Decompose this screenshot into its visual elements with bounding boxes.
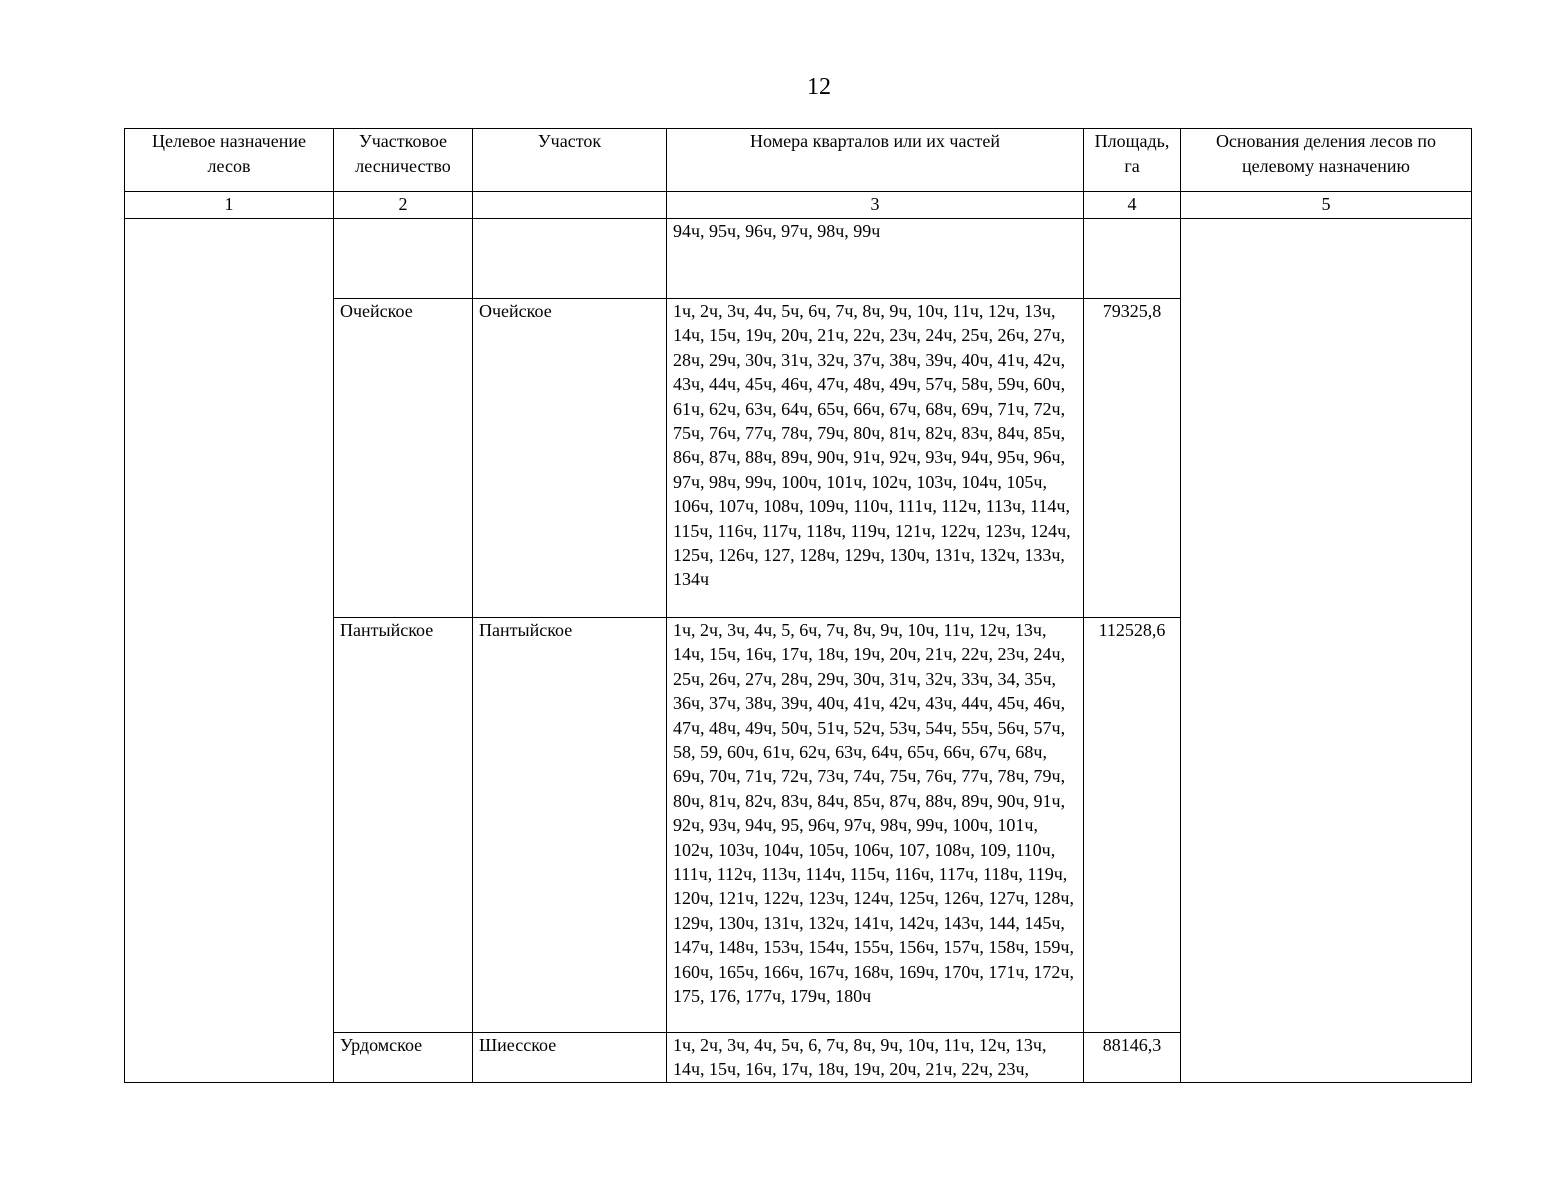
page-number: 12 [807,74,831,100]
district-cell: Урдомское [334,1033,473,1083]
header-district: Участковое лесничество [334,129,473,192]
area-cell [1084,219,1181,299]
header-purpose: Целевое назначение лесов [125,129,334,192]
quarters-cell: 1ч, 2ч, 3ч, 4ч, 5ч, 6, 7ч, 8ч, 9ч, 10ч, 11ч, 12ч, 13ч, 14ч, 15ч, 16ч, 17ч, 18ч, 19ч, 20ч, 21ч, 22ч, 23ч, [667,1033,1084,1083]
purpose-cell [125,219,334,1083]
table-row [125,219,1472,299]
column-number-2: 2 [334,192,473,219]
column-number-row [125,192,1472,219]
header-row [125,129,1472,192]
forest-division-table [124,128,1472,1083]
quarters-cell: 94ч, 95ч, 96ч, 97ч, 98ч, 99ч [667,219,1084,299]
basis-cell [1181,219,1472,1083]
area-cell: 79325,8 [1084,299,1181,618]
column-number-1: 1 [125,192,334,219]
section-cell: Шиесское [473,1033,667,1083]
district-cell: Очейское [334,299,473,618]
quarters-cell: 1ч, 2ч, 3ч, 4ч, 5ч, 6ч, 7ч, 8ч, 9ч, 10ч, 11ч, 12ч, 13ч, 14ч, 15ч, 19ч, 20ч, 21ч, 22ч, 23ч, 24ч, 25ч, 26ч, 27ч, 28ч, 29ч, 30ч, 31ч, 32ч, 37ч, 38ч, 39ч, 40ч, 41ч, 42ч, 43ч, 44ч, 45ч, 46ч, 47ч, 48ч, 49ч, 57ч, 58ч, 59ч, 60ч, 61ч, 62ч, 63ч, 64ч, 65ч, 66ч, 67ч, 68ч, 69ч, 71ч, 72ч, 75ч, 76ч, 77ч, 78ч, 79ч, 80ч, 81ч, 82ч, 83ч, 84ч, 85ч, 86ч, 87ч, 88ч, 89ч, 90ч, 91ч, 92ч, 93ч, 94ч, 95ч, 96ч, 97ч, 98ч, 99ч, 100ч, 101ч, 102ч, 103ч, 104ч, 105ч, 106ч, 107ч, 108ч, 109ч, 110ч, 111ч, 112ч, 113ч, 114ч, 115ч, 116ч, 117ч, 118ч, 119ч, 121ч, 122ч, 123ч, 124ч, 125ч, 126ч, 127, 128ч, 129ч, 130ч, 131ч, 132ч, 133ч, 134ч [667,299,1084,618]
district-cell [334,219,473,299]
column-number-5: 5 [1181,192,1472,219]
district-cell: Пантыйское [334,618,473,1033]
area-cell: 112528,6 [1084,618,1181,1033]
section-cell: Пантыйское [473,618,667,1033]
section-cell [473,219,667,299]
quarters-cell: 1ч, 2ч, 3ч, 4ч, 5, 6ч, 7ч, 8ч, 9ч, 10ч, 11ч, 12ч, 13ч, 14ч, 15ч, 16ч, 17ч, 18ч, 19ч, 20ч, 21ч, 22ч, 23ч, 24ч, 25ч, 26ч, 27ч, 28ч, 29ч, 30ч, 31ч, 32ч, 33ч, 34, 35ч, 36ч, 37ч, 38ч, 39ч, 40ч, 41ч, 42ч, 43ч, 44ч, 45ч, 46ч, 47ч, 48ч, 49ч, 50ч, 51ч, 52ч, 53ч, 54ч, 55ч, 56ч, 57ч, 58, 59, 60ч, 61ч, 62ч, 63ч, 64ч, 65ч, 66ч, 67ч, 68ч, 69ч, 70ч, 71ч, 72ч, 73ч, 74ч, 75ч, 76ч, 77ч, 78ч, 79ч, 80ч, 81ч, 82ч, 83ч, 84ч, 85ч, 87ч, 88ч, 89ч, 90ч, 91ч, 92ч, 93ч, 94ч, 95, 96ч, 97ч, 98ч, 99ч, 100ч, 101ч, 102ч, 103ч, 104ч, 105ч, 106ч, 107, 108ч, 109, 110ч, 111ч, 112ч, 113ч, 114ч, 115ч, 116ч, 117ч, 118ч, 119ч, 120ч, 121ч, 122ч, 123ч, 124ч, 125ч, 126ч, 127ч, 128ч, 129ч, 130ч, 131ч, 132ч, 141ч, 142ч, 143ч, 144, 145ч, 147ч, 148ч, 153ч, 154ч, 155ч, 156ч, 157ч, 158ч, 159ч, 160ч, 165ч, 166ч, 167ч, 168ч, 169ч, 170ч, 171ч, 172ч, 175, 176, 177ч, 179ч, 180ч [667,618,1084,1033]
header-section: Участок [473,129,667,192]
column-number-blank [473,192,667,219]
section-cell: Очейское [473,299,667,618]
header-basis: Основания деления лесов по целевому назначению [1181,129,1472,192]
column-number-3: 3 [667,192,1084,219]
column-number-4: 4 [1084,192,1181,219]
header-quarters: Номера кварталов или их частей [667,129,1084,192]
header-area: Площадь, га [1084,129,1181,192]
area-cell: 88146,3 [1084,1033,1181,1083]
